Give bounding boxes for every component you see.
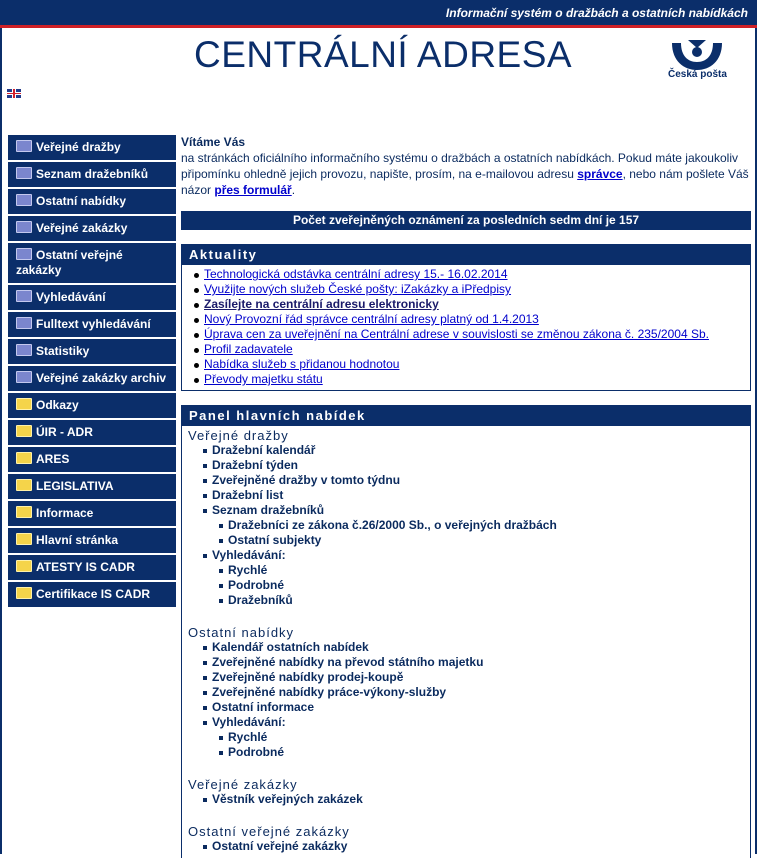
panel-search-label: Vyhledávání: bbox=[204, 548, 744, 563]
welcome-text: Vítáme Vás na stránkách oficiálního informačního systému o dražbách a ostatních nabídkách. Pokud máte jakoukoliv připomínku ohledně jejich provozu, napište, prosím, na e-mailovou adresu správce, nebo nám pošlete Váš názor přes formulář. bbox=[181, 135, 749, 197]
sidebar-item-odkazy[interactable]: Odkazy bbox=[8, 393, 176, 418]
sidebar-item-atesty[interactable]: ATESTY IS CADR bbox=[8, 555, 176, 580]
section-ostatni-verejne-zakazky: Ostatní veřejné zakázky bbox=[188, 824, 350, 839]
sidebar-item-verejne-drazby[interactable]: Veřejné dražby bbox=[8, 135, 176, 160]
panel-link[interactable]: Ostatní informace bbox=[204, 700, 744, 715]
sidebar-item-ares[interactable]: ARES bbox=[8, 447, 176, 472]
news-box bbox=[181, 244, 751, 391]
panel-title: Panel hlavních nabídek bbox=[182, 406, 750, 426]
top-banner bbox=[0, 0, 757, 28]
news-title: Aktuality bbox=[182, 245, 750, 265]
system-title: Informační systém o dražbách a ostatních nabídkách bbox=[445, 6, 748, 20]
admin-email-link[interactable]: správce bbox=[577, 167, 623, 181]
sidebar-item-ostatni-verejne-zakazky[interactable]: Ostatní veřejné zakázky bbox=[8, 243, 176, 283]
announcement-count-bar: Počet zveřejněných oznámení za posledních sedm dní je 157 bbox=[181, 211, 751, 230]
panel-link[interactable]: Zveřejněné nabídky na převod státního majetku bbox=[204, 655, 744, 670]
folder-icon bbox=[16, 533, 32, 545]
sidebar-item-legislativa[interactable]: LEGISLATIVA bbox=[8, 474, 176, 499]
news-item: Zasílejte na centrální adresu elektronicky bbox=[192, 297, 750, 312]
news-item: Technologická odstávka centrální adresy 15.- 16.02.2014 bbox=[192, 267, 750, 282]
news-item: Využijte nových služeb České pošty: iZakázky a iPředpisy bbox=[192, 282, 750, 297]
page-title: CENTRÁLNÍ ADRESA bbox=[194, 34, 573, 75]
sidebar-item-statistiky[interactable]: Statistiky bbox=[8, 339, 176, 364]
folder-icon bbox=[16, 167, 32, 179]
folder-icon bbox=[16, 317, 32, 329]
news-item: Úprava cen za uveřejnění na Centrální adrese v souvislosti se změnou zákona č. 235/2004 Sb. bbox=[192, 327, 750, 342]
folder-icon bbox=[16, 290, 32, 302]
panel-sublink[interactable]: Podrobné bbox=[220, 578, 744, 593]
news-item: Nový Provozní řád správce centrální adresy platný od 1.4.2013 bbox=[192, 312, 750, 327]
sidebar-item-informace[interactable]: Informace bbox=[8, 501, 176, 526]
folder-icon bbox=[16, 248, 32, 260]
panel-sublink[interactable]: Podrobné bbox=[220, 745, 744, 760]
main-offers-panel bbox=[181, 405, 751, 858]
news-item: Nabídka služeb s přidanou hodnotou bbox=[192, 357, 750, 372]
sidebar-item-vyhledavani[interactable]: Vyhledávání bbox=[8, 285, 176, 310]
uk-flag-icon[interactable] bbox=[7, 89, 21, 98]
left-border bbox=[0, 28, 2, 854]
panel-link[interactable]: Zveřejněné nabídky práce-výkony-služby bbox=[204, 685, 744, 700]
section-verejne-zakazky: Veřejné zakázky bbox=[188, 777, 298, 792]
panel-search-label: Vyhledávání: bbox=[204, 715, 744, 730]
news-list bbox=[182, 265, 750, 390]
folder-icon bbox=[16, 560, 32, 572]
panel-link[interactable]: Kalendář ostatních nabídek bbox=[204, 640, 744, 655]
panel-sublink[interactable]: Ostatní subjekty bbox=[220, 533, 744, 548]
sidebar-item-ostatni-nabidky[interactable]: Ostatní nabídky bbox=[8, 189, 176, 214]
folder-icon bbox=[16, 452, 32, 464]
sidebar-item-certifikace[interactable]: Certifikace IS CADR bbox=[8, 582, 176, 607]
main-content bbox=[181, 134, 751, 858]
folder-icon bbox=[16, 587, 32, 599]
folder-icon bbox=[16, 140, 32, 152]
panel-link[interactable]: Dražební kalendář bbox=[204, 443, 744, 458]
section-verejne-drazby: Veřejné dražby bbox=[188, 428, 289, 443]
folder-icon bbox=[16, 194, 32, 206]
news-item: Profil zadavatele bbox=[192, 342, 750, 357]
logo-label: Česká pošta bbox=[668, 69, 727, 80]
panel-link[interactable]: Dražební týden bbox=[204, 458, 744, 473]
sidebar-nav bbox=[8, 135, 176, 609]
panel-link[interactable]: Věstník veřejných zakázek bbox=[204, 792, 744, 807]
sidebar-item-zakazky-archiv[interactable]: Veřejné zakázky archiv bbox=[8, 366, 176, 391]
folder-icon bbox=[16, 221, 32, 233]
panel-link[interactable]: Zveřejněné dražby v tomto týdnu bbox=[204, 473, 744, 488]
welcome-greeting: Vítáme Vás bbox=[181, 135, 246, 149]
panel-link[interactable]: Dražební list bbox=[204, 488, 744, 503]
panel-sublink[interactable]: Rychlé bbox=[220, 563, 744, 578]
panel-sublink[interactable]: Dražebníci ze zákona č.26/2000 Sb., o veřejných dražbách bbox=[220, 518, 744, 533]
sidebar-item-hlavni-stranka[interactable]: Hlavní stránka bbox=[8, 528, 176, 553]
sidebar-item-seznam-drazebniku[interactable]: Seznam dražebníků bbox=[8, 162, 176, 187]
news-item: Převody majetku státu bbox=[192, 372, 750, 387]
panel-sublink[interactable]: Dražebníků bbox=[220, 593, 744, 608]
panel-link[interactable]: Seznam dražebníků bbox=[204, 503, 744, 518]
folder-icon bbox=[16, 398, 32, 410]
sidebar-item-fulltext[interactable]: Fulltext vyhledávání bbox=[8, 312, 176, 337]
folder-icon bbox=[16, 425, 32, 437]
folder-icon bbox=[16, 344, 32, 356]
folder-icon bbox=[16, 479, 32, 491]
feedback-form-link[interactable]: přes formulář bbox=[214, 183, 292, 197]
sidebar-item-uir-adr[interactable]: ÚIR - ADR bbox=[8, 420, 176, 445]
section-ostatni-nabidky: Ostatní nabídky bbox=[188, 625, 295, 640]
folder-icon bbox=[16, 371, 32, 383]
panel-link[interactable]: Zveřejněné nabídky prodej-koupě bbox=[204, 670, 744, 685]
folder-icon bbox=[16, 506, 32, 518]
panel-link[interactable]: Ostatní veřejné zakázky bbox=[204, 839, 744, 854]
sidebar-item-verejne-zakazky[interactable]: Veřejné zakázky bbox=[8, 216, 176, 241]
panel-sublink[interactable]: Rychlé bbox=[220, 730, 744, 745]
